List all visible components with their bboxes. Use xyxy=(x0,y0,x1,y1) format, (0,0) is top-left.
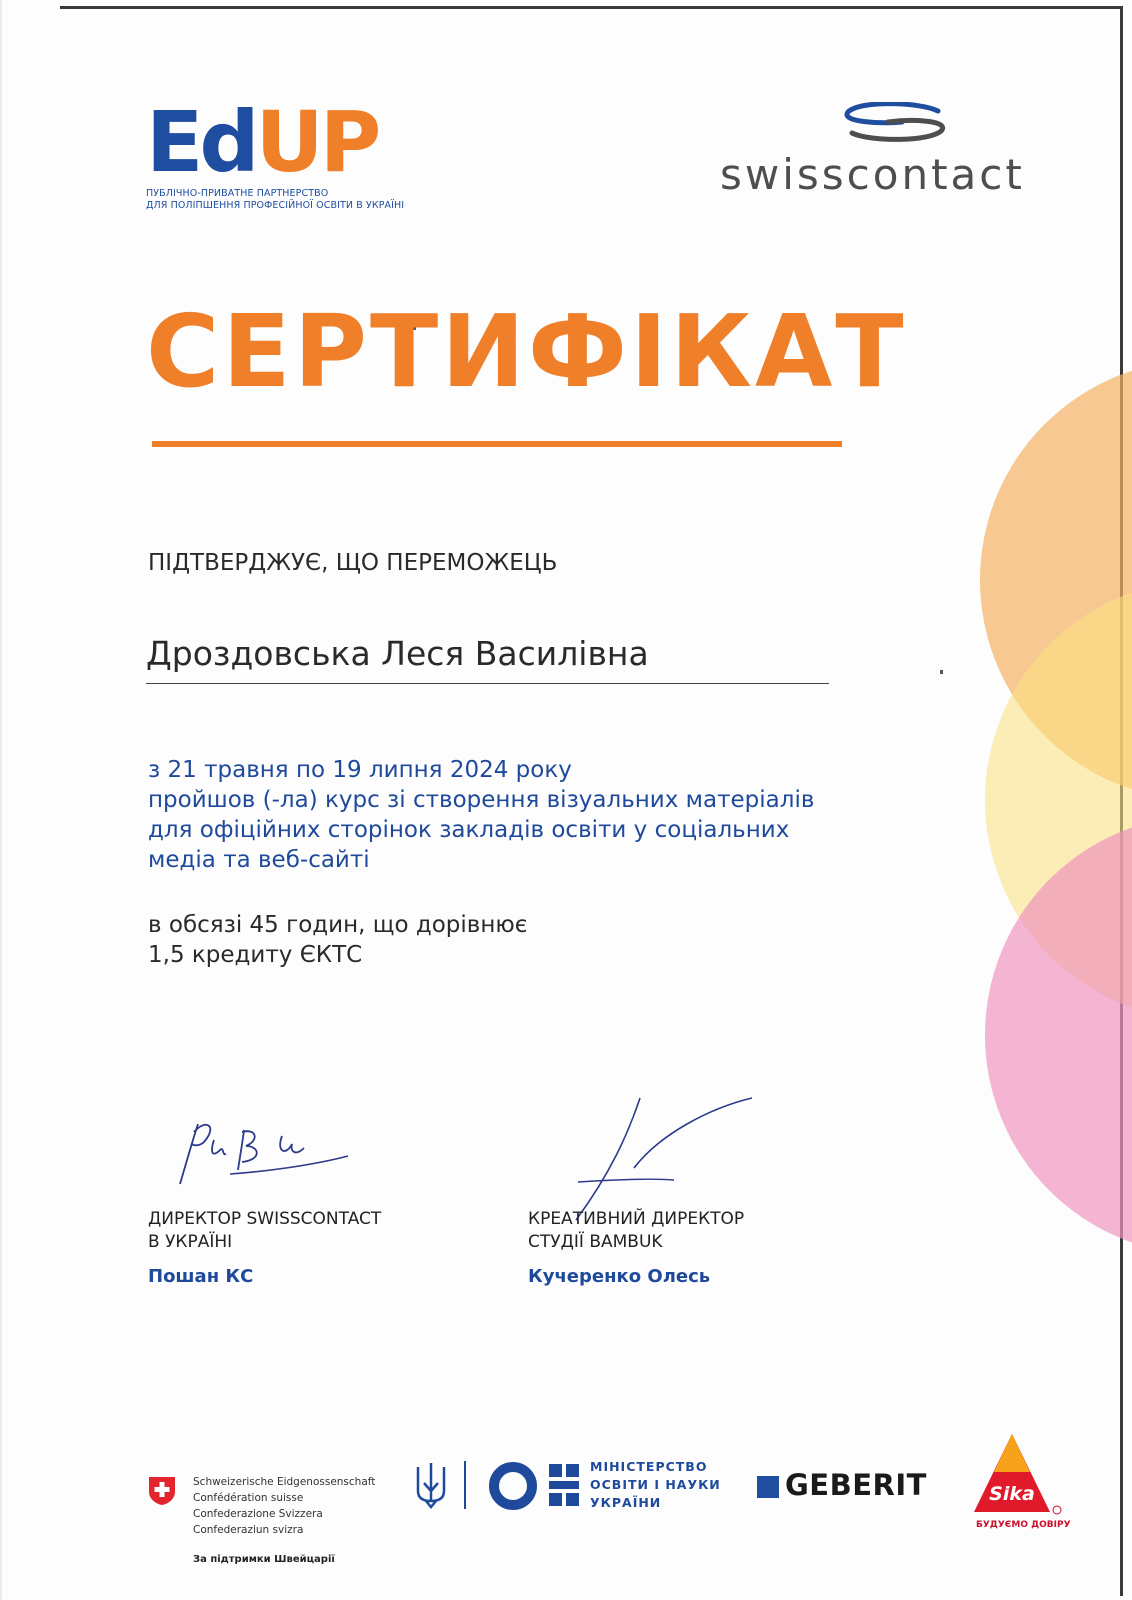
edup-tagline-2: ДЛЯ ПОЛІПШЕННЯ ПРОФЕСІЙНОЇ ОСВІТИ В УКРАЇНІ xyxy=(146,200,405,211)
sika-tagline: БУДУЄМО ДОВІРУ xyxy=(976,1520,1071,1530)
confederation-names xyxy=(193,1474,375,1538)
edup-wordmark-up: UP xyxy=(255,93,378,191)
recipient-name: Дроздовська Леся Василівна xyxy=(146,634,649,673)
confirmation-text: ПІДТВЕРДЖУЄ, ЩО ПЕРЕМОЖЕЦЬ xyxy=(148,550,558,576)
sika-logo xyxy=(972,1432,1062,1522)
ministry-line: УКРАЇНИ xyxy=(590,1495,662,1510)
confederation-line: Schweizerische Eidgenossenschaft xyxy=(193,1476,376,1488)
signatory-2-name: Кучеренко Олесь xyxy=(528,1266,711,1287)
signatory-1-role xyxy=(148,1208,381,1254)
edup-logo xyxy=(146,93,426,212)
signatory-1-name: Пошан КС xyxy=(148,1266,254,1287)
geberit-square-icon xyxy=(757,1476,779,1498)
signature-creative-director xyxy=(570,1094,760,1224)
swiss-shield-icon xyxy=(148,1476,176,1506)
ministry-line: ОСВІТИ І НАУКИ xyxy=(590,1477,721,1492)
certificate-title: СЕРТИФІКАТ xyxy=(146,293,907,410)
geberit-wordmark: GEBERIT xyxy=(785,1468,927,1502)
swisscontact-logo xyxy=(720,100,1070,200)
edup-wordmark-ed: Ed xyxy=(146,93,256,191)
ministry-name xyxy=(590,1458,721,1512)
role-line: СТУДІЇ BAMBUK xyxy=(528,1232,663,1252)
course-line: з 21 травня по 19 липня 2024 року xyxy=(148,757,572,783)
confederation-line: Confédération suisse xyxy=(193,1492,304,1504)
course-line: пройшов (-ла) курс зі створення візуальних матеріалів xyxy=(148,787,815,813)
signatory-2-role xyxy=(528,1208,744,1254)
hours-line: 1,5 кредиту ЄКТС xyxy=(148,942,363,968)
role-line: ДИРЕКТОР SWISSCONTACT xyxy=(148,1209,382,1229)
swiss-support-text: За підтримки Швейцарії xyxy=(193,1554,335,1565)
role-line: В УКРАЇНІ xyxy=(148,1232,233,1252)
scan-edge-top xyxy=(60,6,1120,9)
edup-tagline-1: ПУБЛІЧНО-ПРИВАТНЕ ПАРТНЕРСТВО xyxy=(146,188,329,199)
sika-wordmark: Sika xyxy=(989,1483,1035,1505)
edup-wordmark xyxy=(146,93,426,191)
course-hours xyxy=(148,910,527,970)
confederation-line: Confederazione Svizzera xyxy=(193,1508,323,1520)
signature-swisscontact-director xyxy=(170,1112,360,1192)
swisscontact-swirl-icon xyxy=(840,102,950,142)
ministry-separator xyxy=(464,1461,466,1509)
role-line: КРЕАТИВНИЙ ДИРЕКТОР xyxy=(528,1209,745,1229)
course-line: медіа та веб-сайті xyxy=(148,847,370,873)
course-line: для офіційних сторінок закладів освіти у соціальних xyxy=(148,817,790,843)
title-underline xyxy=(152,441,842,447)
hours-line: в обсязі 45 годин, що дорівнює xyxy=(148,912,528,938)
confederation-line: Confederaziun svizra xyxy=(193,1524,304,1536)
recipient-underline xyxy=(146,683,829,684)
ministry-emblem-icon xyxy=(487,1460,583,1512)
scan-edge-left xyxy=(0,0,2,1600)
scan-speck xyxy=(940,670,943,674)
swisscontact-wordmark: swisscontact xyxy=(720,150,1025,199)
tryzub-icon xyxy=(414,1461,448,1509)
swiss-confederation-logo xyxy=(148,1474,398,1564)
course-description xyxy=(148,755,814,875)
ministry-line: МІНІСТЕРСТВО xyxy=(590,1459,708,1474)
ministry-logo xyxy=(412,1457,732,1537)
